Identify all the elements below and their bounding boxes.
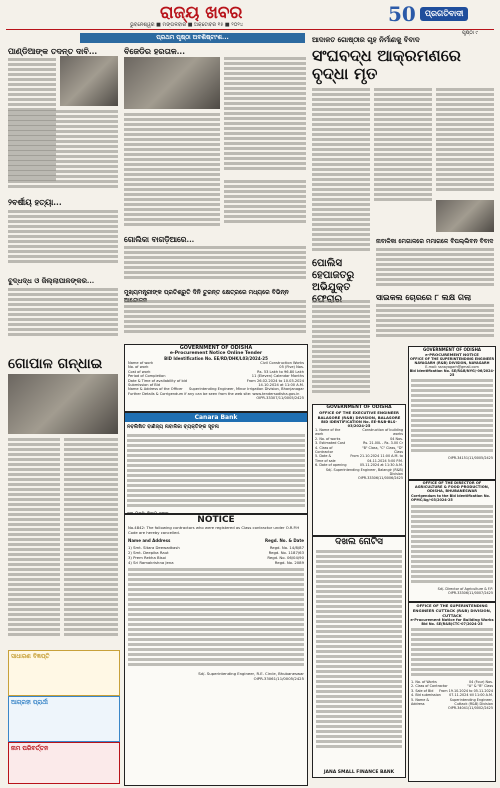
notice-intro: No.4842: The following contractors who were registered as Class contractor under O.R.P.H Code are hereby cancelled. — [128, 525, 300, 535]
tender-office: OFFICE OF THE DIRECTOR OF AGRICULTURE & FOOD PRODUCTION, ODISHA, BHUBANESWAR — [414, 481, 490, 493]
story-text — [8, 210, 118, 270]
brand-fifty-badge: 50 — [388, 2, 416, 26]
bank-notice-text — [125, 432, 307, 511]
notice-columns — [125, 536, 307, 545]
notice-opr: OIPR-33061/11/0005/2425 — [253, 676, 304, 682]
tender-row-key: 2. Class of Contractor — [411, 684, 448, 689]
classified-title: ସାଧାରଣ ବିଜ୍ଞପ୍ତି — [11, 653, 50, 660]
story-text — [312, 88, 370, 258]
bank-name: Canara Bank — [125, 413, 307, 422]
tender-row-value: 14.10.2024 at 11:00 A.M. — [258, 383, 304, 388]
tender-row-value: Rs. 21.00L - Rs. 3.00 Cr — [363, 441, 403, 446]
story-text — [124, 113, 220, 233]
tender-row-value: 07.11.2024 till 11:00 A.M. — [449, 693, 493, 698]
tender-office: OFFICE OF THE EXECUTIVE ENGINEER BALASORE (R&B) DIVISION, BALASORE — [317, 410, 401, 420]
tender-row-value: 05 (Five) Nos. — [279, 365, 304, 370]
notice-col-name: Name and Address — [128, 538, 171, 544]
tender-row-value: 04 Nos. — [390, 436, 403, 441]
tender-row-key: 5. Date & Time of sale — [315, 454, 336, 463]
tender-sign: Sd/- Director of Agriculture & F.P. — [437, 587, 493, 591]
classified-ad — [8, 742, 120, 784]
tender-row-key: 2. No. of works — [315, 436, 341, 441]
tender-row-value: "A" & "B" Class — [467, 684, 493, 689]
tender-rows — [409, 680, 495, 706]
classified-ad — [8, 650, 120, 696]
tender-title: e-PROCUREMENT NOTICE — [425, 352, 479, 357]
tender-row-key: 2) Smt. Deepika Raut — [128, 550, 169, 556]
possession-bank: JANA SMALL FINANCE BANK — [323, 770, 395, 775]
tender-row-key: Name of work — [128, 361, 154, 365]
masthead-rule — [6, 29, 494, 30]
tender-office: OFFICE OF THE SUPERINTENDING ENGINEER CUTTACK (R&B) DIVISION, CUTTACK — [412, 603, 492, 618]
story-text — [224, 180, 306, 230]
story-text — [312, 300, 370, 400]
story-headline: ପାଣ୍ଡିଆଙ୍କ ତଦନ୍ତ ଦାବି... — [8, 46, 98, 56]
story-headline: ନାବାଳିକା ମେଗାଳରେ ମମାଗଳେ ବିପଲ୍ଲିବନ ବିବାଦ — [376, 238, 494, 245]
tender-org: GOVERNMENT OF ODISHA — [326, 405, 392, 410]
tender-body — [409, 503, 495, 587]
story-text — [436, 88, 494, 198]
tender-row-key: Submission of Bid — [128, 383, 161, 388]
tender-office: OFFICE OF THE SUPERINTENDING ENGINEER NAYAGARH (R&B) DIVISION, NAYAGARH — [409, 357, 495, 365]
tender-row-value: 11 (Eleven) Calendar Months — [251, 374, 304, 379]
tender-bid-id: Bid Identification No. SE/R&B/NYG/-06/2024-25 — [409, 369, 495, 377]
story-text — [224, 57, 306, 177]
dateline: ଭୁବନେଶ୍ୱର ■ ମଙ୍ଗଳବାର ■ ଅକ୍ଟୋବର ୧୫ ■ ୨୦୨୪ — [130, 22, 244, 28]
tender-title: e-Procurement Notice Online Tender — [169, 351, 263, 356]
possession-notice — [312, 536, 406, 778]
bank-notice-title: ନବଲିଖିତ ବାଣିଜ୍ୟ ନାବାଳିକା ବ୍ୟକ୍ତିଙ୍କ ସୂଚନା — [127, 424, 219, 430]
story-headline: ଆଦାଳତ ଗୋଷ୍ଠୀର ଗୃହ ନିର୍ମାଣକୁ ବିବାଦ — [312, 35, 420, 44]
tender-row-key: 3. Sale of Bid — [411, 688, 434, 693]
possession-body — [313, 547, 405, 753]
story-photo — [60, 56, 118, 106]
tender-opr: OIPR-33306/11/0007/2425 — [448, 591, 493, 595]
tender-notice-right — [312, 404, 406, 536]
story-text — [124, 246, 306, 286]
tender-row-key: Name & Address of the Officer — [128, 387, 183, 392]
story-text — [374, 88, 432, 208]
tender-org: GOVERNMENT OF ODISHA — [422, 347, 482, 352]
classified-title: ନାମ ପରିବର୍ତ୍ତନ — [11, 745, 49, 752]
notice-sign: Sd/- Superintending Engineer, R.E. Circle, Bhubaneswar — [198, 671, 304, 677]
meeting-photo — [124, 57, 220, 109]
tender-row-key: 3) Prem Rekha Bisoi — [128, 555, 167, 561]
tender-row-value: Rs. 53 Lakh to 96.80 Lakh — [257, 369, 304, 374]
tender-row-value: From 19.10.2024 to 05.11.2024 — [439, 688, 493, 693]
tender-bid-id: Bid No. SE(R&B)CTC-07/2024-25 — [421, 622, 483, 626]
tender-row-key: 4) Sri Ramakrishna Jena — [128, 560, 174, 566]
tender-rows — [313, 428, 405, 468]
story-text — [124, 300, 306, 340]
continuation-strip: ପ୍ରଥମ ପୃଷ୍ଠା ଅବଶିଷ୍ଟାଂଶ... — [80, 33, 305, 43]
tender-body — [409, 377, 495, 456]
story-text — [8, 110, 118, 194]
tender-row-key: 3. Estimated Cost — [315, 441, 346, 446]
tender-row-value: Superintending Engineer, Minor Irrigation Division, Bhanjanagar — [188, 387, 304, 392]
story-text — [376, 248, 494, 290]
tender-row-key: 4. Class of Contractor — [315, 445, 334, 455]
masthead — [0, 0, 500, 36]
tender-row-value: 05.11.2024 at 11:30 A.M. — [359, 463, 403, 468]
tender-row-value: Regd. No. 2089 — [274, 560, 304, 566]
tender-rows — [125, 361, 307, 392]
story-headline: ବିଜେଡିର ହରତାଳ... — [124, 46, 185, 56]
tender-notice-nayagarh — [408, 346, 496, 480]
tender-notice-center — [124, 344, 308, 412]
tender-row-key: 4. Bid submission — [411, 693, 441, 698]
notice-rows — [125, 545, 307, 565]
notice-body — [125, 565, 307, 671]
tender-row — [315, 454, 403, 463]
story-text — [8, 288, 118, 340]
tender-row-value: Construction of building works — [362, 428, 403, 437]
tender-row-value: 04 (Four) Nos. — [468, 680, 493, 684]
tender-row-value: Superintending Engineer, Cuttack (R&B) Division — [449, 697, 493, 707]
tender-note: Corrigendum to the Bid Identification No. OPMC/Ag/-03/2024-25 — [411, 494, 491, 502]
tender-row-value: Regd. No. 1187/63 — [268, 550, 304, 556]
section-title: ରାଜ୍ୟ ଖବର — [160, 3, 243, 23]
tender-sign: Sd/- Superintending Engineer, Balangir (R&B) Division — [325, 467, 403, 476]
tender-opr: OIPR-33307/11/0005/2425 — [256, 395, 304, 400]
tender-row-value: From 21.10.2024 11:00 A.M. to 04.11.2024 5:00 P.M. — [350, 454, 403, 463]
tender-row-value: Regd. No. 14/8/87 — [269, 545, 304, 551]
tender-notice-cuttack — [408, 602, 496, 782]
story-photo — [8, 374, 118, 434]
brand-name: ପ୍ରଗତିବାଦୀ — [420, 7, 468, 21]
story-headline: ବୁଦ୍ଧଦ୍ଧ ଓ ଜିଲ୍ଲାପାଳଙ୍କର... — [8, 276, 95, 285]
tender-bid-id: BID IDENTIFICATION No. EE-R&B-BLS-03/2024-25 — [321, 420, 397, 428]
police-headline: ପୋଲିସ ହେପାଜତରୁ ଅଭିଯୁକ୍ତ — [312, 258, 355, 293]
tender-email: E-mail: ssnayagarh@gmail.com — [425, 365, 479, 369]
notice-title: NOTICE — [197, 515, 235, 525]
tender-row — [315, 446, 403, 455]
tender-row — [315, 428, 403, 437]
tender-row-key: 5. Name & Address — [411, 697, 430, 707]
story-headline: ମୁଖ୍ୟମନ୍ତ୍ରୀଙ୍କ ପ୍ରତିଶ୍ରୁତି ଦିନି ତୁରନ୍ତ କ୍ଷେତ୍ରରେ ମଧ୍ୟରେ ବିଭିନ୍ନ — [124, 289, 289, 296]
tender-opr: OIPR-33306/11/0006/2425 — [358, 475, 403, 480]
page-number: ପୃଷ୍ଠା ୯ — [462, 30, 478, 36]
tender-row — [411, 698, 493, 707]
tender-row-value: Regd. No. 06/04/90 — [267, 555, 304, 561]
possession-title: ଦଖଲ ନୋଟିସ — [335, 537, 383, 547]
brand-logo — [388, 0, 498, 28]
tender-title: e-Procurement Notice for Building Works — [410, 618, 494, 622]
tender-opr: OIPR-34151/11/0005/2425 — [448, 456, 493, 460]
story-text — [64, 438, 118, 643]
notice-box — [124, 514, 308, 786]
tender-notice-agriculture — [408, 480, 496, 602]
canara-bank-notice — [124, 412, 308, 514]
tender-row-key: Date & Time of availability of bid — [128, 378, 188, 383]
classified-title: ଆଗ୍ରହୀ ପ୍ରାର୍ଥୀ — [11, 699, 48, 706]
tender-row-value: "B" Class, "C" Class, "D" Class — [362, 445, 403, 455]
tender-row-key: Cost of work — [128, 369, 151, 374]
tender-org: GOVERNMENT OF ODISHA — [179, 345, 253, 351]
story-text — [376, 304, 494, 344]
tender-opr: OIPR-34041/11/0002/2425 — [448, 706, 493, 711]
tender-bid-id: BID Identification No. EE/RD/DHK/L03/2024-25 — [164, 356, 268, 361]
tender-row — [315, 463, 403, 467]
notice-col-reg: Regd. No. & Date — [265, 538, 304, 544]
tender-row-value: Civil Construction Works — [260, 361, 304, 365]
tender-row-value: From 26.02.2024 to 10.03.2024 — [246, 378, 304, 383]
tender-row-key: 1) Smt. Sitara Deewadkash — [128, 545, 180, 551]
story-text — [8, 438, 60, 643]
classified-ad — [8, 696, 120, 742]
tender-body — [409, 626, 495, 680]
story-headline: ସାଇକଲ ଚୋରରେ ୮ ଲକ୍ଷ ଗଲା — [376, 292, 472, 302]
story-headline: ଗୋପାଳ ଗନ୍ଧାଇ — [8, 356, 103, 372]
story-photo — [436, 200, 494, 232]
story-headline: ଗୋଲିକା ବାଗଡ଼ିଆରେ... — [124, 235, 195, 244]
tender-footer: Further Details & Corrigendum if any can be seen from the web site: www.tendersodisha.gov.in — [128, 391, 300, 396]
lead-headline: ସଂଘବଦ୍ଧ ଆକ୍ରମଣରେ ବୃଦ୍ଧା ମୃତ — [312, 46, 461, 83]
tender-row-key: No. of work — [128, 365, 149, 370]
tender-row-key: 1. Name of the work — [315, 428, 341, 437]
tender-row-key: 6. Date of opening — [315, 463, 347, 468]
tender-row-key: 1. No. of Works — [411, 680, 437, 684]
tender-row-key: Period of Completion — [128, 374, 166, 379]
story-headline: ୨ବର୍ଷୀୟ ହତ୍ୟା... — [8, 197, 62, 207]
